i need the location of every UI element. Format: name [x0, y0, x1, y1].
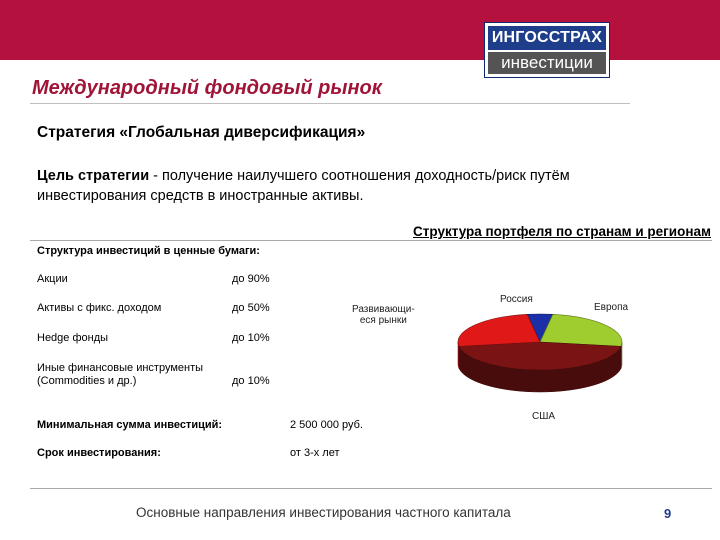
row-value-other-instruments: до 10%: [232, 375, 270, 387]
row-label-other-instruments: Иные финансовые инструменты (Commodities и др.): [37, 362, 204, 387]
pie-label-europe: Европа: [594, 302, 629, 313]
min-sum-label: Минимальная сумма инвестиций:: [37, 419, 223, 431]
strategy-title: Стратегия «Глобальная диверсификация»: [37, 124, 366, 141]
footer-text: Основные направления инвестирования частного капитала: [136, 505, 511, 520]
min-sum-value: 2 500 000 руб.: [290, 419, 363, 431]
footer-divider: [30, 488, 712, 489]
pie-label-usa: США: [532, 411, 556, 422]
pie-label-russia: Россия: [500, 294, 533, 305]
row-value-hedge-funds: до 10%: [232, 332, 270, 344]
header-bar: [0, 0, 720, 60]
term-value: от 3-х лет: [290, 447, 340, 459]
goal-text: - получение наилучшего соотношения доходность/риск путём инвестирования средств в иностранные активы.: [37, 168, 570, 204]
page-title: Международный фондовый рынок: [32, 77, 382, 99]
company-logo: [484, 22, 610, 78]
term-label: Срок инвестирования:: [37, 447, 161, 459]
title-divider: [30, 103, 630, 104]
row-label-hedge-funds: Hedge фонды: [37, 332, 109, 344]
row-value-fixed-income: до 50%: [232, 302, 270, 314]
strategy-goal: [37, 166, 677, 206]
pie-label-emerging: Развивающи- еся рынки: [352, 304, 415, 326]
pie-slice-emerging: [458, 314, 540, 346]
row-label-stocks: Акции: [37, 273, 68, 285]
pie-slice-europe: [540, 314, 622, 346]
logo-bottom-text: инвестиции: [488, 52, 606, 74]
row-value-stocks: до 90%: [232, 273, 270, 285]
logo-top-text: ИНГОССТРАХ: [488, 26, 606, 50]
goal-label: Цель стратегии: [37, 168, 150, 184]
section-divider: [30, 240, 712, 241]
chart-title: Структура портфеля по странам и регионам: [413, 224, 711, 239]
row-label-fixed-income: Активы с фикс. доходом: [37, 302, 162, 314]
portfolio-pie-chart: [440, 300, 640, 410]
page-number: 9: [664, 506, 672, 521]
structure-heading: Структура инвестиций в ценные бумаги:: [37, 245, 260, 257]
